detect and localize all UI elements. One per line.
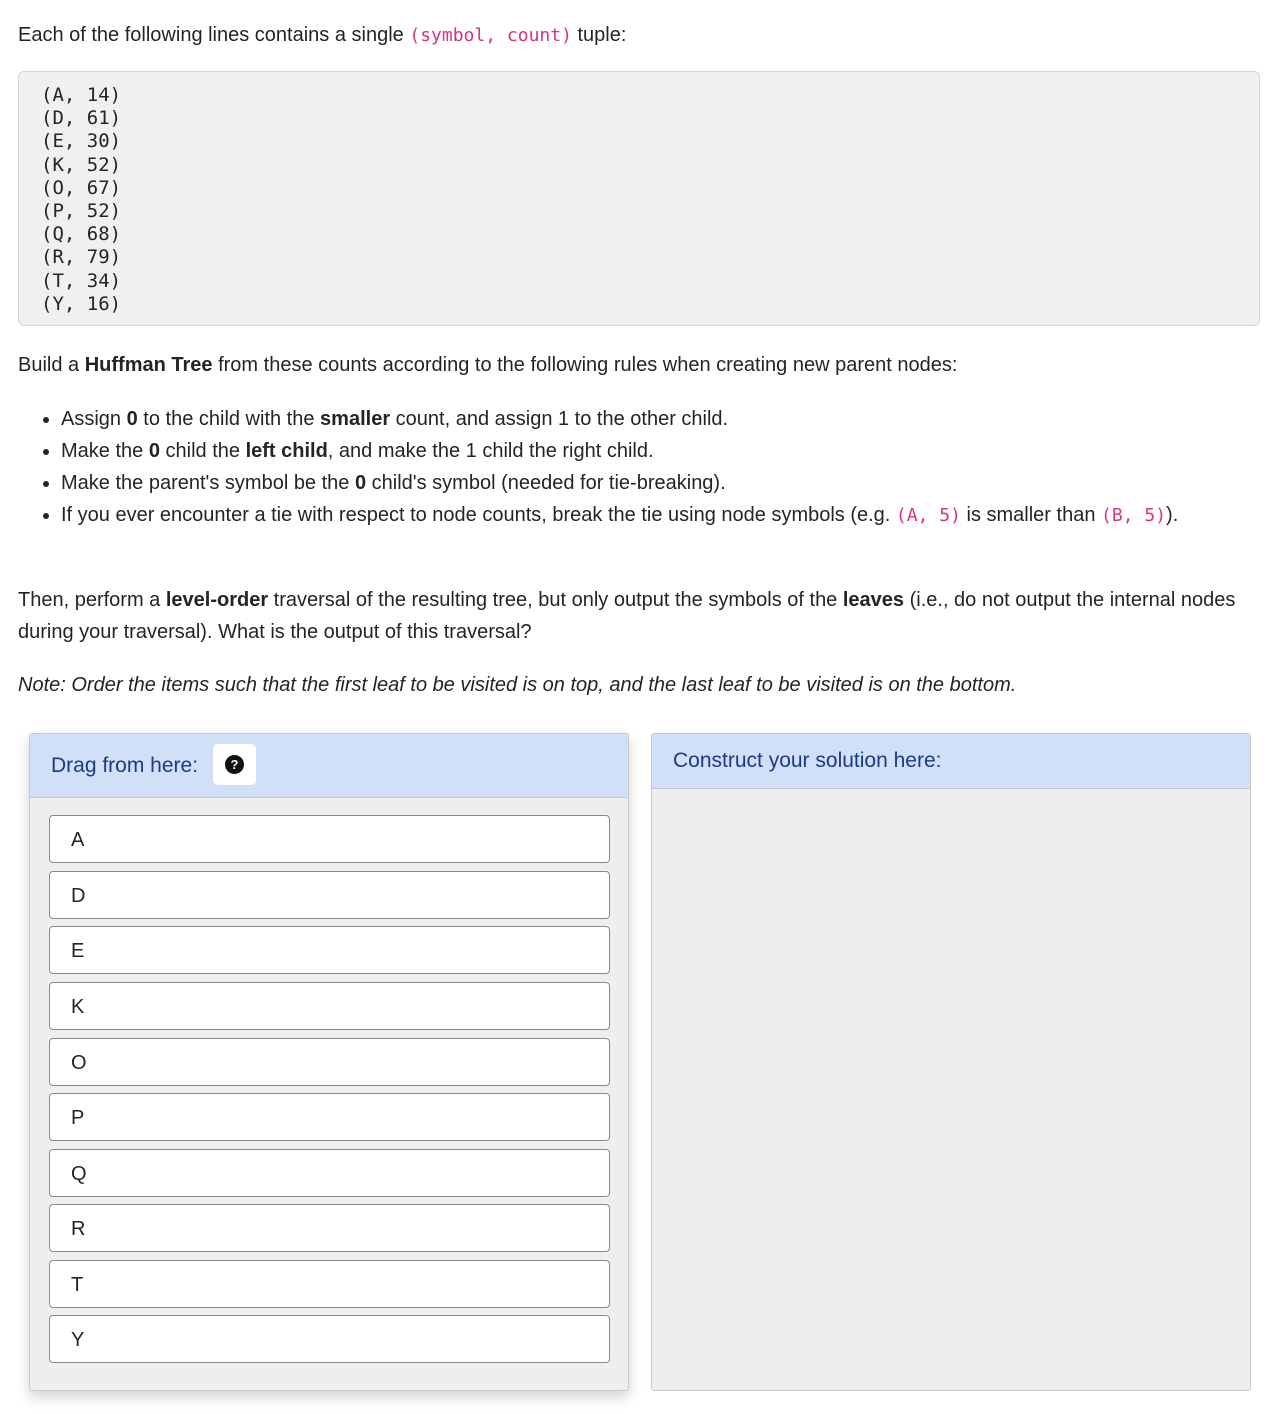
inline-code: (symbol, count) [409,25,572,46]
tuple-line: (P, 52) [41,200,122,223]
drag-source-panel [29,733,629,1391]
drag-block-a[interactable]: A [49,815,610,863]
drag-block-o[interactable]: O [49,1038,610,1086]
tuple-line: (T, 34) [41,269,122,292]
rule-item: • If you ever encounter a tie with respect to node counts, break the tie using node symbols (e.g. (A, 5) is smaller than (B, 5)). [61,499,1238,532]
tuple-line: (O, 67) [41,176,122,199]
inline-code: (A, 5) [895,505,961,526]
intro-text: Each of the following lines contains a single (symbol, count) tuple: [18,24,627,46]
tuple-line: (A, 14) [41,84,122,106]
tuple-line: (R, 79) [41,246,122,269]
drag-source-title: Drag from here: [51,754,199,777]
tuple-line: (K, 52) [41,153,122,176]
build-instruction: Build a Huffman Tree from these counts according to the following rules when creating new parent nodes: [18,354,958,376]
drag-block-r[interactable]: R [49,1204,610,1252]
drag-block-q[interactable]: Q [49,1149,610,1197]
drag-source-header [30,734,628,798]
inline-code: (B, 5) [1101,505,1167,526]
drag-block-d[interactable]: D [49,871,610,919]
tuple-line: (D, 61) [41,107,122,130]
tuple-code-block [18,71,1260,326]
rule-item: • Make the parent's symbol be the 0 child's symbol (needed for tie-breaking). [61,467,1238,499]
rule-item: • Assign 0 to the child with the smaller count, and assign 1 to the other child. [61,403,1238,435]
rule-item: • Make the 0 child the left child, and make the 1 child the right child. [61,435,1238,467]
drag-block-y[interactable]: Y [49,1315,610,1363]
drag-block-t[interactable]: T [49,1260,610,1308]
tuple-line: (Q, 68) [41,223,122,246]
drag-block-k[interactable]: K [49,982,610,1030]
order-note: Note: Order the items such that the first leaf to be visited is on top, and the last leaf to be visited is on the bottom. [18,674,1017,696]
solution-panel[interactable] [651,733,1251,1391]
rules-list [18,403,1238,532]
drag-block-p[interactable]: P [49,1093,610,1141]
question-circle-icon: ? [225,755,244,774]
solution-title: Construct your solution here: [673,749,942,772]
traversal-question: Then, perform a level-order traversal of the resulting tree, but only output the symbols of the leaves (i.e., do not output the internal nodes during your traversal). What is the output of this traversal? [18,589,1236,643]
help-button[interactable] [213,744,256,785]
solution-header [652,734,1250,789]
tuple-line: (Y, 16) [41,292,122,315]
drag-block-e[interactable]: E [49,926,610,974]
tuple-line: (E, 30) [41,130,122,153]
